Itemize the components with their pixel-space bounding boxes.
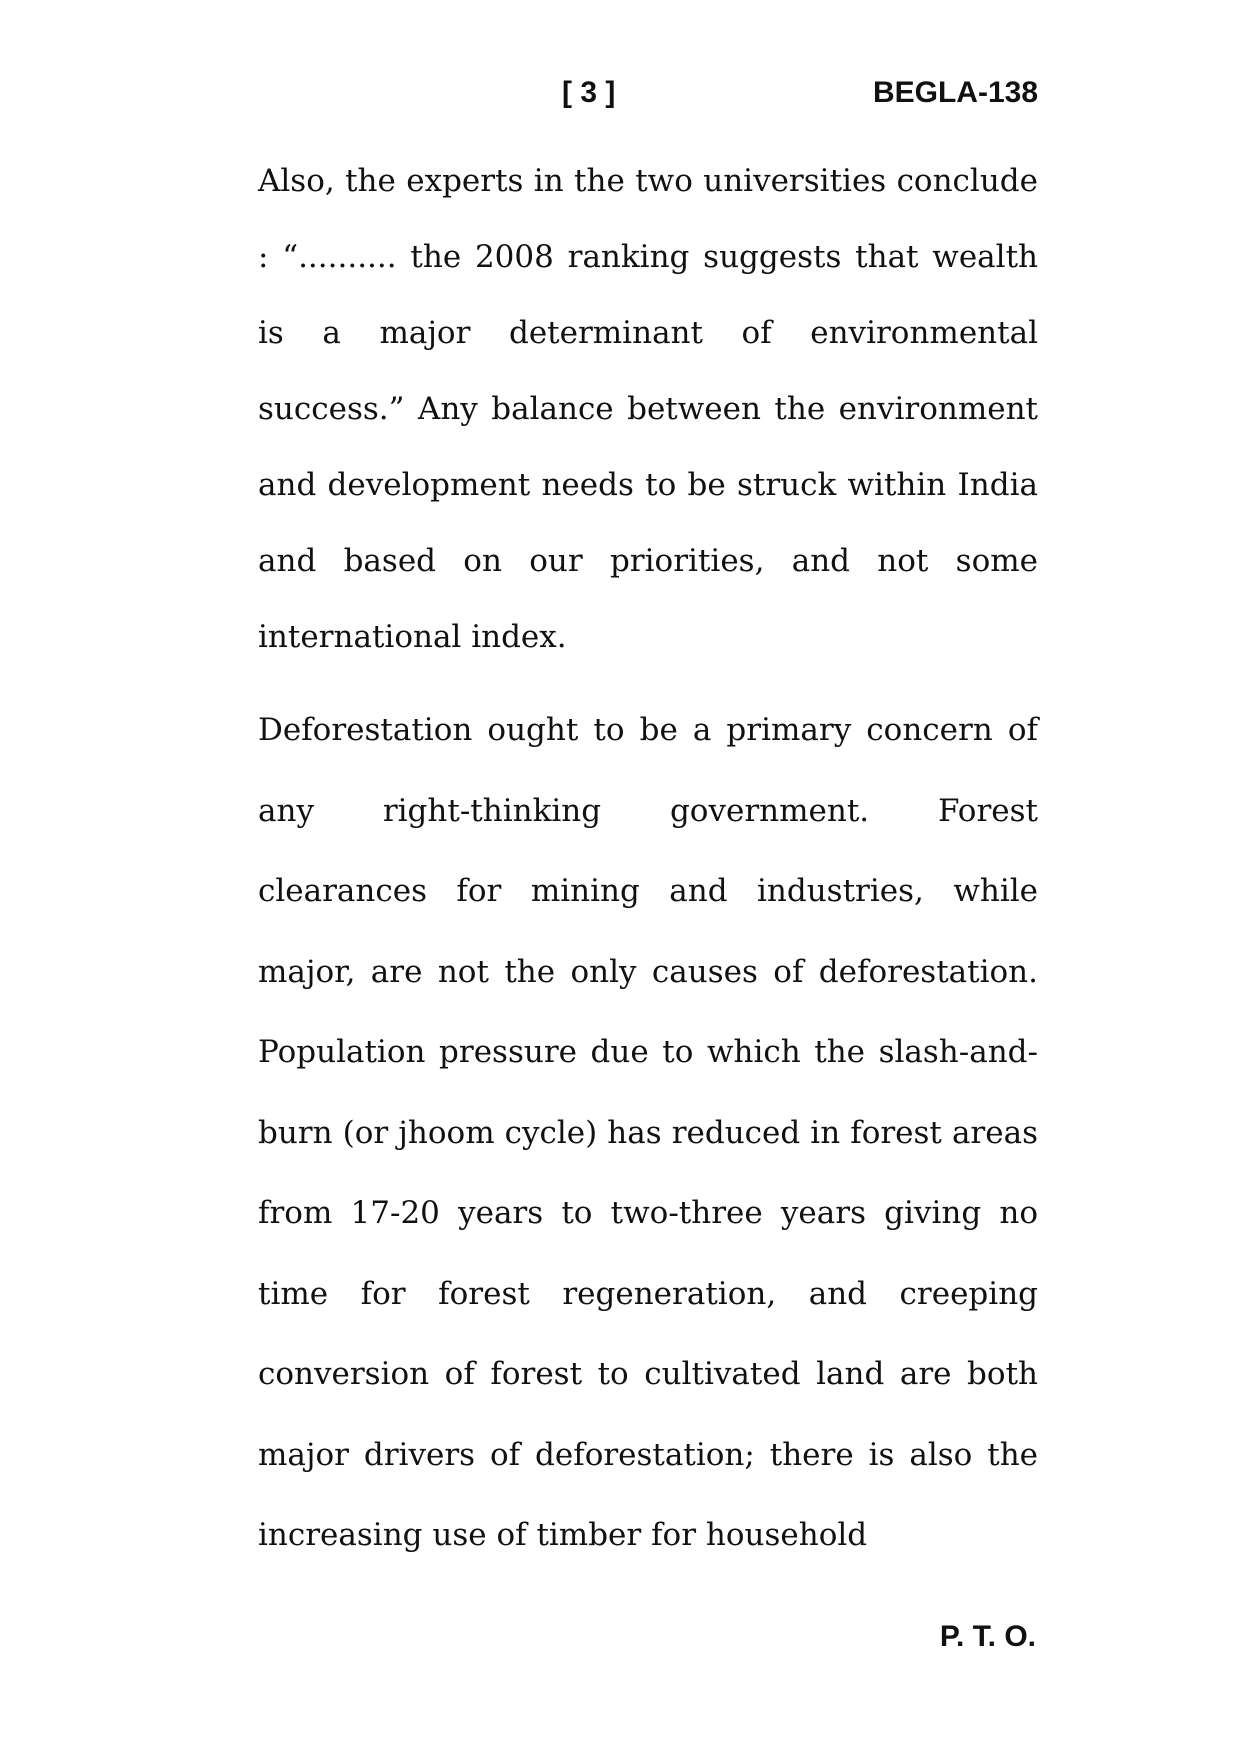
body-paragraph-2: Deforestation ought to be a primary concern of any right-thinking government. Forest clearances for mining and industries, while major, are not the only causes of deforestation. Population pressure due to which the slash-and-burn (or jhoom cycle) has reduced in forest areas from 17-20 years to two-three years giving no time for forest regeneration, and creeping conversion of forest to cultivated land are both major drivers of deforestation; there is also the increasing use of timber for household [258, 712, 1038, 1553]
document-code: BEGLA-138 [872, 76, 1038, 109]
please-turn-over-marker: P. T. O. [939, 1620, 1036, 1653]
body-paragraph-1: Also, the experts in the two universities conclude : “.......... the 2008 ranking suggests that wealth is a major determinant of environmental success.” Any balance between the environment and development needs to be struck within India and based on our priorities, and not some international index. [258, 163, 1038, 655]
page-number: [ 3 ] [562, 76, 616, 109]
